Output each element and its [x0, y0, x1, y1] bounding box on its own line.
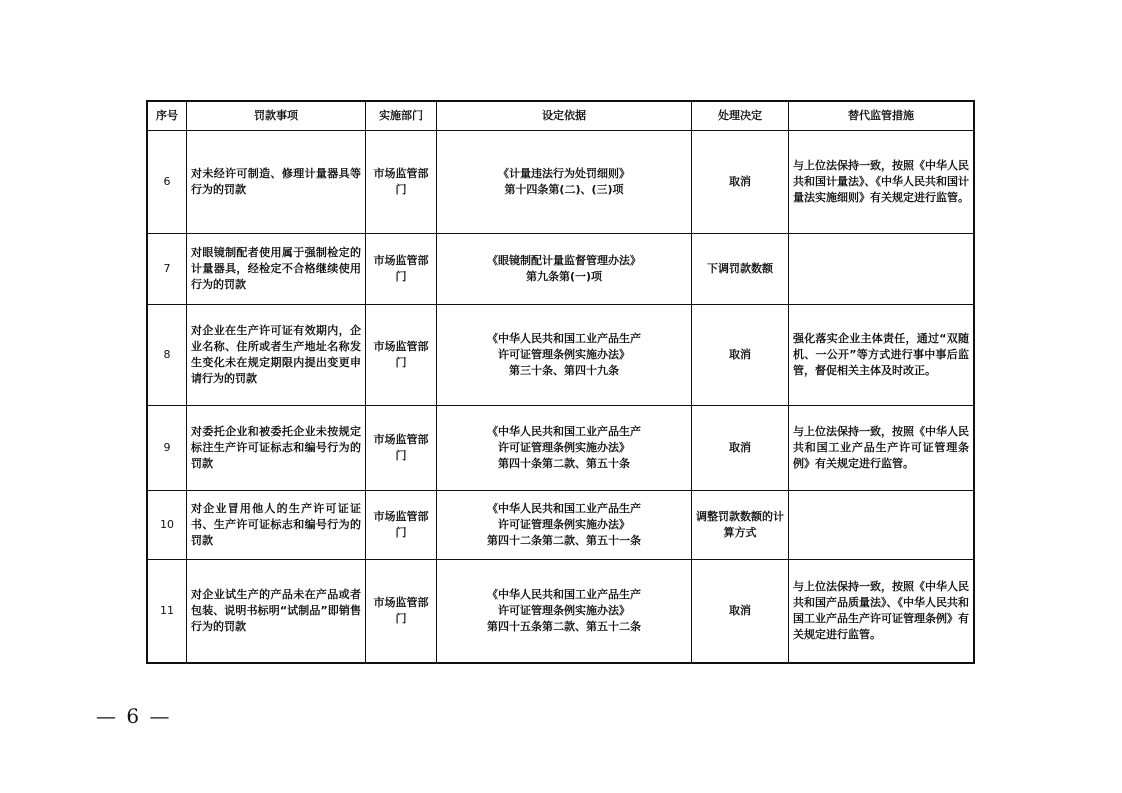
- row-no: 11: [147, 560, 187, 664]
- table-row: [147, 491, 974, 560]
- penalty-table: [146, 100, 975, 664]
- row-measures: [789, 491, 975, 560]
- table-row: [147, 406, 974, 491]
- row-no: 9: [147, 406, 187, 491]
- row-measures: 与上位法保持一致，按照《中华人民共和国工业产品生产许可证管理条例》有关规定进行监管。: [789, 406, 975, 491]
- basis-line: 《中华人民共和国工业产品生产: [487, 332, 641, 345]
- header-dept: 实施部门: [366, 101, 437, 131]
- row-item: 对企业试生产的产品未在产品或者包装、说明书标明“试制品”即销售行为的罚款: [187, 560, 366, 664]
- header-basis: 设定依据: [437, 101, 692, 131]
- basis-line: 许可证管理条例实施办法》: [498, 441, 630, 454]
- table-row: [147, 305, 974, 406]
- row-no: 8: [147, 305, 187, 406]
- row-dept: 市场监管部门: [366, 305, 437, 406]
- row-basis: [437, 491, 692, 560]
- row-decision: 取消: [692, 406, 789, 491]
- row-item: 对企业在生产许可证有效期内，企业名称、住所或者生产地址名称发生变化未在规定期限内提出变更申请行为的罚款: [187, 305, 366, 406]
- row-basis: [437, 305, 692, 406]
- table-row: [147, 560, 974, 664]
- row-decision: 下调罚款数额: [692, 234, 789, 305]
- page-number: — 6 —: [96, 704, 172, 728]
- row-measures: 强化落实企业主体责任，通过“双随机、一公开”等方式进行事中事后监管，督促相关主体及时改正。: [789, 305, 975, 406]
- table-header-row: [147, 101, 974, 131]
- table-row: [147, 234, 974, 305]
- row-item: 对企业冒用他人的生产许可证证书、生产许可证标志和编号行为的罚款: [187, 491, 366, 560]
- basis-line: 第十四条第(二)、(三)项: [504, 183, 624, 196]
- row-no: 7: [147, 234, 187, 305]
- row-no: 10: [147, 491, 187, 560]
- basis-line: 许可证管理条例实施办法》: [498, 518, 630, 531]
- basis-line: 许可证管理条例实施办法》: [498, 604, 630, 617]
- row-basis: [437, 234, 692, 305]
- basis-line: 第三十条、第四十九条: [509, 364, 619, 377]
- header-no: 序号: [147, 101, 187, 131]
- basis-line: 《中华人民共和国工业产品生产: [487, 425, 641, 438]
- basis-line: 《中华人民共和国工业产品生产: [487, 588, 641, 601]
- header-measures: 替代监管措施: [789, 101, 975, 131]
- row-decision: 调整罚款数额的计算方式: [692, 491, 789, 560]
- row-dept: 市场监管部门: [366, 234, 437, 305]
- basis-line: 《中华人民共和国工业产品生产: [487, 502, 641, 515]
- row-item: 对未经许可制造、修理计量器具等行为的罚款: [187, 131, 366, 234]
- row-dept: 市场监管部门: [366, 491, 437, 560]
- basis-line: 第四十五条第二款、第五十二条: [487, 620, 641, 633]
- basis-line: 许可证管理条例实施办法》: [498, 348, 630, 361]
- basis-line: 第九条第(一)项: [525, 270, 603, 283]
- row-basis: [437, 560, 692, 664]
- row-decision: 取消: [692, 131, 789, 234]
- row-basis: [437, 406, 692, 491]
- table-row: [147, 131, 974, 234]
- row-dept: 市场监管部门: [366, 560, 437, 664]
- row-dept: 市场监管部门: [366, 406, 437, 491]
- basis-line: 《眼镜制配计量监督管理办法》: [487, 254, 641, 267]
- basis-line: 第四十条第二款、第五十条: [498, 457, 630, 470]
- row-measures: 与上位法保持一致，按照《中华人民共和国产品质量法》、《中华人民共和国工业产品生产许可证管理条例》有关规定进行监管。: [789, 560, 975, 664]
- row-decision: 取消: [692, 560, 789, 664]
- row-item: 对委托企业和被委托企业未按规定标注生产许可证标志和编号行为的罚款: [187, 406, 366, 491]
- header-item: 罚款事项: [187, 101, 366, 131]
- row-decision: 取消: [692, 305, 789, 406]
- basis-line: 《计量违法行为处罚细则》: [498, 167, 630, 180]
- row-basis: [437, 131, 692, 234]
- row-dept: 市场监管部门: [366, 131, 437, 234]
- row-measures: [789, 234, 975, 305]
- row-item: 对眼镜制配者使用属于强制检定的计量器具，经检定不合格继续使用行为的罚款: [187, 234, 366, 305]
- row-no: 6: [147, 131, 187, 234]
- basis-line: 第四十二条第二款、第五十一条: [487, 534, 641, 547]
- header-decision: 处理决定: [692, 101, 789, 131]
- row-measures: 与上位法保持一致，按照《中华人民共和国计量法》、《中华人民共和国计量法实施细则》有关规定进行监管。: [789, 131, 975, 234]
